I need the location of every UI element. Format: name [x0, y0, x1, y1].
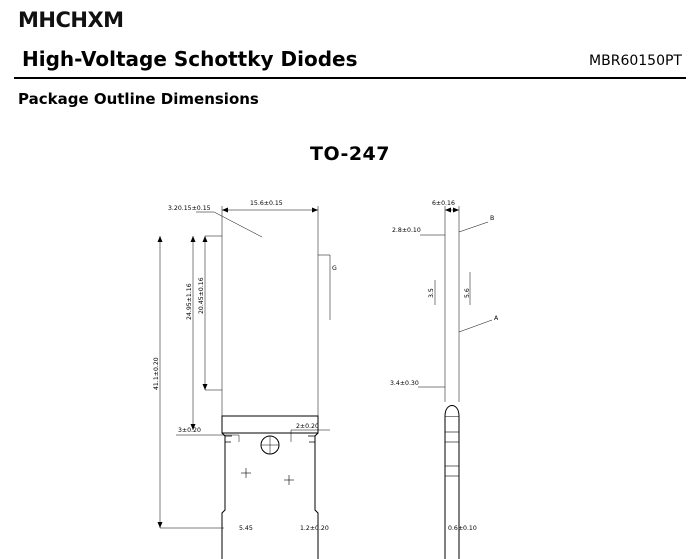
drawing-svg [0, 180, 700, 559]
dim-right-edge-callout: G [332, 265, 337, 272]
dim-lead-spacing-right: 2±0.20 [296, 423, 319, 430]
header-divider [14, 77, 686, 79]
package-name: TO-247 [309, 143, 390, 165]
dim-lead-offset: 3.4±0.30 [390, 380, 419, 387]
dim-hole-dia: 3.20.15±0.15 [168, 205, 211, 212]
dim-step-left: 3.5 [428, 288, 435, 298]
package-outline-drawing [0, 180, 700, 559]
part-number: MBR60150PT [589, 53, 682, 69]
dim-lead-width: 1.2±0.20 [300, 525, 329, 532]
dim-overall-height: 41.1±0.20 [153, 357, 160, 390]
dim-shoulder: 2.8±0.10 [392, 227, 421, 234]
dim-body-height: 24.95±1.16 [186, 283, 193, 320]
section-heading: Package Outline Dimensions [18, 90, 259, 108]
callout-b: B [490, 215, 495, 222]
brand-logo: MHCHXM [18, 8, 124, 32]
dim-body-width: 15.6±0.15 [250, 200, 283, 207]
dim-tab-height: 20.45±0.16 [198, 277, 205, 314]
dim-lead-length: 5.45 [239, 525, 253, 532]
title-row [0, 47, 700, 77]
dim-step-right: 5.6 [464, 288, 471, 298]
callout-a: A [494, 315, 499, 322]
dim-top-thickness: 6±0.16 [432, 200, 455, 207]
dim-lead-spacing-left: 3±0.20 [178, 427, 201, 434]
document-title: High-Voltage Schottky Diodes [22, 47, 358, 71]
side-view-body [445, 406, 459, 559]
dim-lead-thickness: 0.6±0.10 [448, 525, 477, 532]
